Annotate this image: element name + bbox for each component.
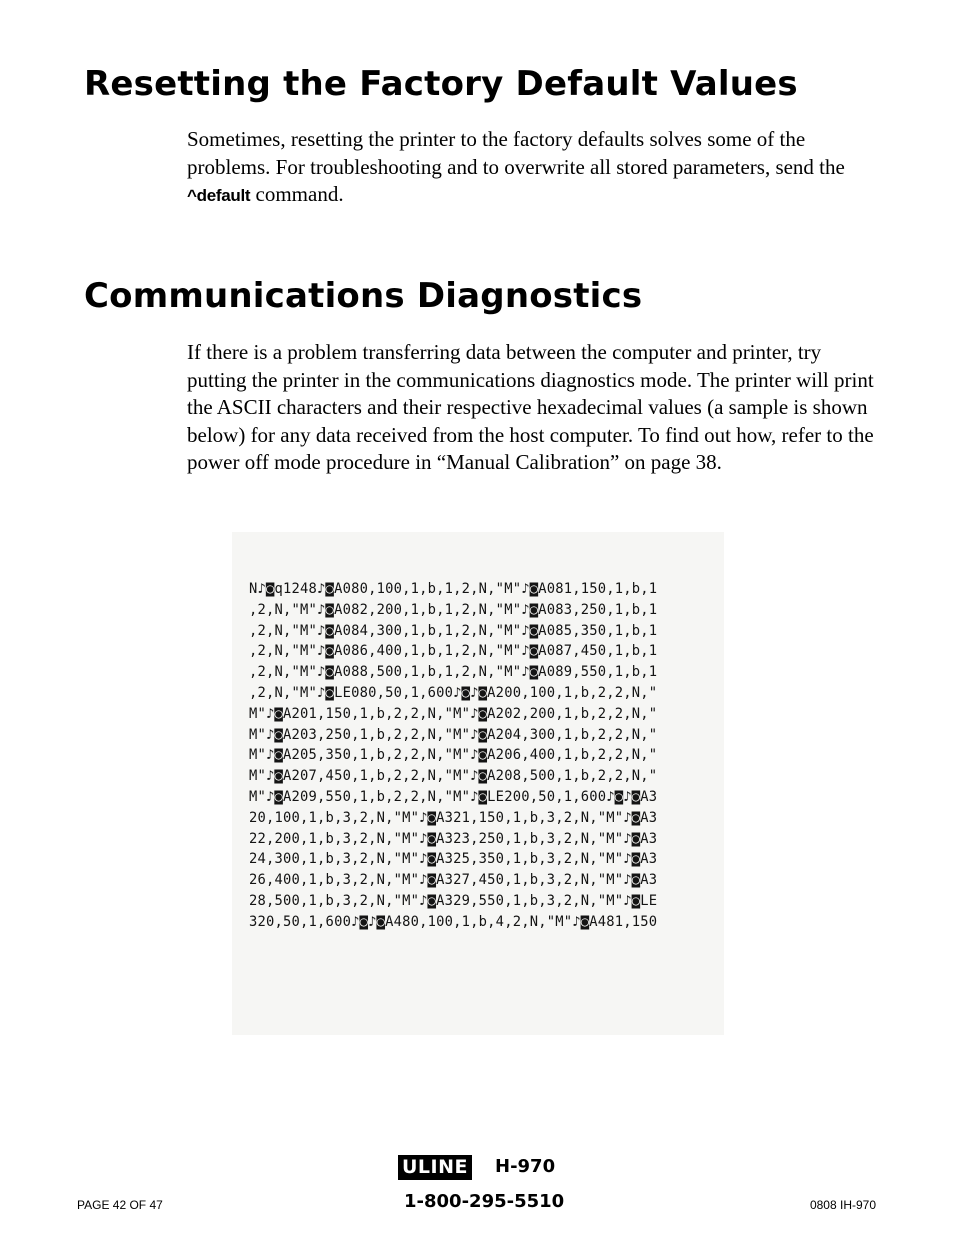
default-command: ^default xyxy=(187,186,251,205)
reset-text-after: command. xyxy=(250,182,344,206)
printout-line: M"♪◙A203,250,1,b,2,2,N,"M"♪◙A204,300,1,b,2,2,N," xyxy=(249,726,658,743)
printout-line: 22,200,1,b,3,2,N,"M"♪◙A323,250,1,b,3,2,N,"M"♪◙A3 xyxy=(249,830,658,847)
printout-line: ,2,N,"M"♪◙A086,400,1,b,1,2,N,"M"♪◙A087,450,1,b,1 xyxy=(249,643,658,660)
printout-line: N♪◙q1248♪◙A080,100,1,b,1,2,N,"M"♪◙A081,150,1,b,1 xyxy=(249,581,658,597)
footer-phone-number: 1-800-295-5510 xyxy=(404,1191,565,1212)
printout-text-block xyxy=(249,579,657,933)
footer-page-number: PAGE 42 OF 47 xyxy=(77,1198,163,1212)
section-heading-reset: Resetting the Factory Default Values xyxy=(84,64,798,104)
printout-line: ,2,N,"M"♪◙LE080,50,1,600♪◙♪◙A200,100,1,b,2,2,N," xyxy=(249,684,658,701)
printout-line: M"♪◙A205,350,1,b,2,2,N,"M"♪◙A206,400,1,b,2,2,N," xyxy=(249,747,658,764)
printout-line: ,2,N,"M"♪◙A088,500,1,b,1,2,N,"M"♪◙A089,550,1,b,1 xyxy=(249,664,658,681)
printout-line: 26,400,1,b,3,2,N,"M"♪◙A327,450,1,b,3,2,N,"M"♪◙A3 xyxy=(249,872,658,889)
reset-paragraph xyxy=(187,126,877,210)
comm-diagnostics-paragraph: If there is a problem transferring data between the computer and printer, try putting the printer in the communications diagnostics mode. The printer will print the ASCII characters and their respective hexadecimal values (a sample is shown below) for any data received from the host computer. To find out how, refer to the power off mode procedure in “Manual Calibration” on page 38. xyxy=(187,340,874,474)
reset-text-before: Sometimes, resetting the printer to the factory defaults solves some of the problems. For troubleshooting and to overwrite all stored parameters, send the xyxy=(187,127,845,179)
footer-document-code: 0808 IH-970 xyxy=(809,1198,876,1212)
printout-line: ,2,N,"M"♪◙A082,200,1,b,1,2,N,"M"♪◙A083,250,1,b,1 xyxy=(249,601,658,618)
printout-line: M"♪◙A207,450,1,b,2,2,N,"M"♪◙A208,500,1,b,2,2,N," xyxy=(249,768,658,785)
footer-model-number: H-970 xyxy=(495,1156,556,1177)
printout-line: ,2,N,"M"♪◙A084,300,1,b,1,2,N,"M"♪◙A085,350,1,b,1 xyxy=(249,622,658,639)
section-heading-comm-diagnostics: Communications Diagnostics xyxy=(84,276,643,316)
uline-logo: ULINE xyxy=(398,1155,472,1180)
printout-line: 320,50,1,600♪◙♪◙A480,100,1,b,4,2,N,"M"♪◙A481,150 xyxy=(249,913,658,930)
printout-line: 20,100,1,b,3,2,N,"M"♪◙A321,150,1,b,3,2,N,"M"♪◙A3 xyxy=(249,809,658,826)
printout-line: 28,500,1,b,3,2,N,"M"♪◙A329,550,1,b,3,2,N,"M"♪◙LE xyxy=(249,892,658,909)
printout-line: M"♪◙A201,150,1,b,2,2,N,"M"♪◙A202,200,1,b,2,2,N," xyxy=(249,705,658,722)
printout-line: M"♪◙A209,550,1,b,2,2,N,"M"♪◙LE200,50,1,600♪◙♪◙A3 xyxy=(249,788,658,805)
diagnostics-printout-image xyxy=(232,532,724,1035)
printout-line: 24,300,1,b,3,2,N,"M"♪◙A325,350,1,b,3,2,N,"M"♪◙A3 xyxy=(249,851,658,868)
